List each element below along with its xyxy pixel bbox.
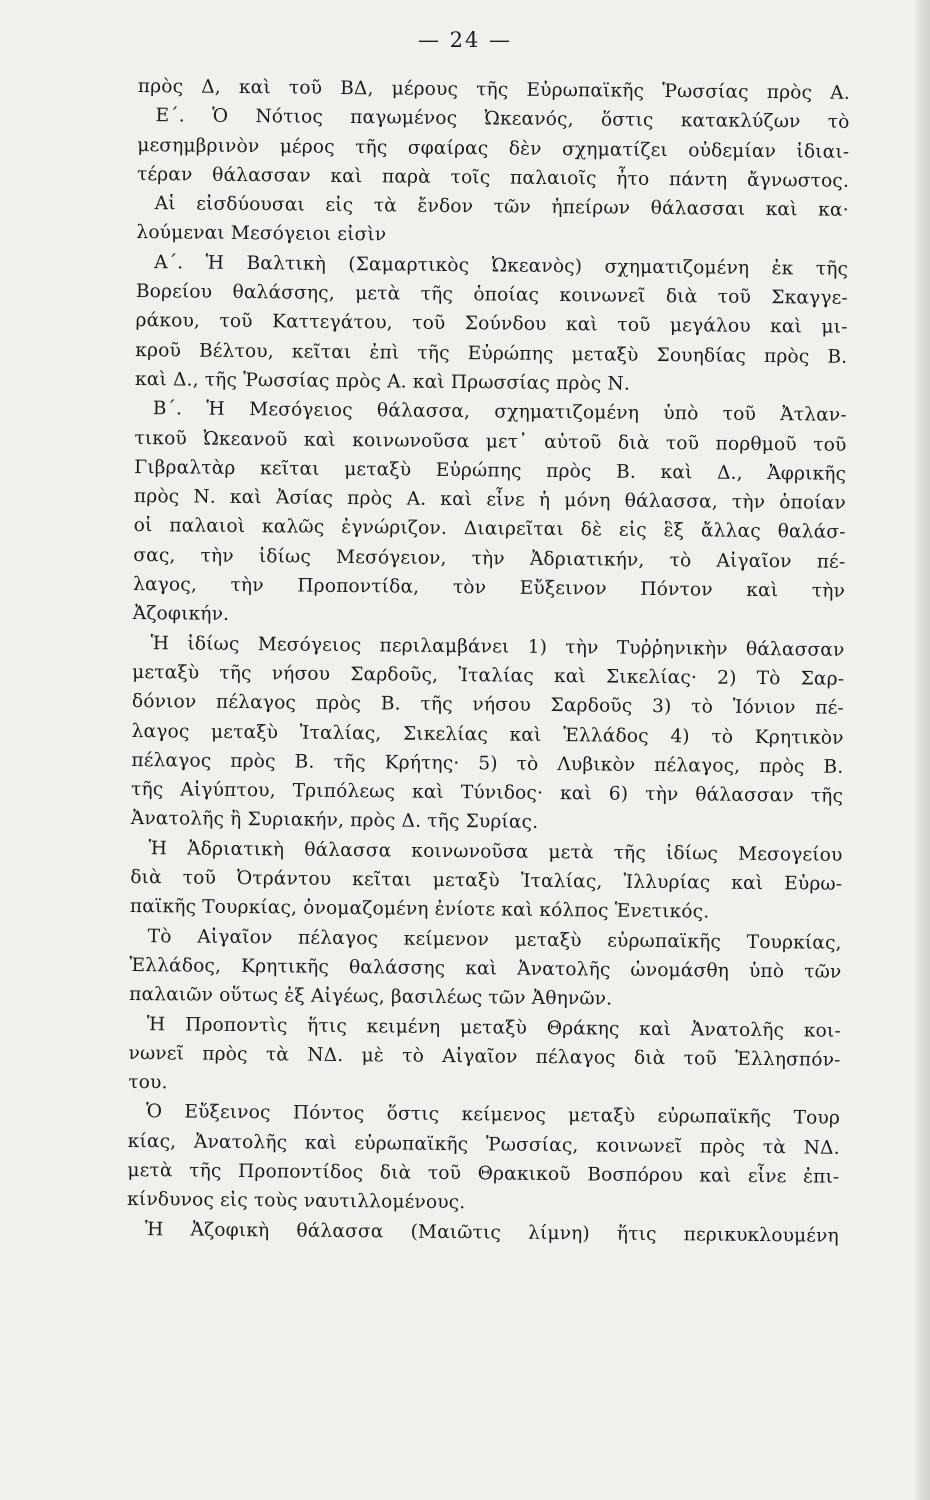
text-line: τέραν θάλασσαν καὶ παρὰ τοῖς παλαιοῖς ἦτο πάντη ἄγνωστος. (136, 163, 850, 192)
text-line: κίνδυνος εἰς τοὺς ναυτιλλομένους. (127, 1189, 466, 1214)
text-line: Τὸ Αἰγαῖον πέλαγος κείμενον μεταξὺ εὐρωπαϊκῆς Τουρκίας, (147, 925, 842, 954)
text-line: μεσημβρινὸν μέρος τῆς σφαίρας δὲν σχηματίζει οὐδεμίαν ἰδιαι- (137, 134, 850, 163)
text-line: παλαιῶν οὕτως ἐξ Αἰγέως, βασιλέως τῶν Ἀθηνῶν. (129, 984, 613, 1010)
text-line: πρὸς Ν. καὶ Ἀσίας πρὸς Α. καὶ εἶνε ἡ μόνη θάλασσα, τὴν ὁποίαν (133, 486, 846, 514)
text-line: τικοῦ Ὠκεανοῦ καὶ κοινωνοῦσα μετ᾽ αὐτοῦ διὰ τοῦ πορθμοῦ τοῦ (134, 427, 847, 456)
text-line: παϊκῆς Τουρκίας, ὀνομαζομένη ἐνίοτε καὶ κόλπος Ἑνετικός. (129, 896, 710, 923)
text-line: Ἡ Προποντὶς ἥτις κειμένη μεταξὺ Θράκης καὶ Ἀνατολῆς κοι- (146, 1013, 841, 1042)
text-line: νωνεῖ πρὸς τὰ ΝΔ. μὲ τὸ Αἰγαῖον πέλαγος διὰ τοῦ Ἑλλησπόν- (128, 1042, 841, 1071)
text-line: διὰ τοῦ Ὀτράντου κεῖται μεταξὺ Ἰταλίας, Ἰλλυρίας καὶ Εὐρω- (130, 866, 843, 895)
text-line: κροῦ Βέλτου, κεῖται ἐπὶ τῆς Εὐρώπης μεταξὺ Σουηδίας πρὸς Β. (135, 339, 848, 368)
text-line: οἱ παλαιοὶ καλῶς ἐγνώριζον. Διαιρεῖται δὲ εἰς ἓξ ἄλλας θαλάσ- (133, 515, 846, 544)
text-line: του. (128, 1072, 168, 1094)
page-number: — 24 — (417, 28, 513, 52)
text-line: ράκου, τοῦ Καττεγάτου, τοῦ Σούνδου καὶ τοῦ μεγάλου καὶ μι- (135, 310, 848, 339)
text-line: δόνιον πέλαγος πρὸς Β. τῆς νήσου Σαρδοῦς 3) τὸ Ἰόνιον πέ- (131, 691, 845, 720)
text-line: λαγος, τὴν Προποντίδα, τὸν Εὔξεινον Πόντον καὶ τὴν (132, 574, 846, 602)
text-line: Ἀνατολῆς ἢ Συριακήν, πρὸς Δ. τῆς Συρίας. (130, 808, 539, 834)
text-line: καὶ Δ., τῆς Ῥωσσίας πρὸς Α. καὶ Πρωσσίας πρὸς Ν. (134, 368, 631, 395)
text-line: Α΄. Ἡ Βαλτικὴ (Σαμαρτικὸς Ὠκεανὸς) σχηματιζομένη ἐκ τῆς (154, 251, 849, 280)
text-line: μετὰ τῆς Προποντίδος διὰ τοῦ Θρακικοῦ Βοσπόρου καὶ εἶνε ἐπι- (127, 1159, 840, 1188)
text-line: Ε΄. Ὁ Νότιος παγωμένος Ὠκεανός, ὅστις κατακλύζων τὸ (155, 105, 850, 134)
text-line: σας, τὴν ἰδίως Μεσόγειον, τὴν Ἀδριατικήν, τὸ Αἰγαῖον πέ- (133, 544, 846, 573)
text-line: Β΄. Ἡ Μεσόγειος θάλασσα, σχηματιζομένη ὑπὸ τοῦ Ἀτλαν- (152, 398, 847, 427)
text-line: πέλαγος πρὸς Β. τῆς Κρήτης· 5) τὸ Λυβικὸν πέλαγος, πρὸς Β. (131, 749, 844, 778)
text-line: πρὸς Δ, καὶ τοῦ ΒΔ, μέρους τῆς Εὐρωπαϊκῆς Ῥωσσίας πρὸς Α. (137, 75, 850, 104)
text-line: Βορείου θαλάσσης, μετὰ τῆς ὁποίας κοινωνεῖ διὰ τοῦ Σκαγγε- (135, 281, 848, 309)
text-line: τῆς Αἰγύπτου, Τριπόλεως καὶ Τύνιδος· καὶ 6) τὴν θάλασσαν τῆς (131, 779, 844, 807)
text-line: λούμεναι Μεσόγειοι εἰσὶν (136, 222, 387, 246)
text-line: μεταξὺ τῆς νήσου Σαρδοῦς, Ἰταλίας καὶ Σικελίας· 2) Τὸ Σαρ- (132, 661, 845, 690)
text-line: Ἡ Ἀδριατικὴ θάλασσα κοινωνοῦσα μετὰ τῆς ἰδίως Μεσογείου (148, 837, 843, 866)
body-text (127, 72, 850, 1251)
text-line: λαγος μεταξὺ Ἰταλίας, Σικελίας καὶ Ἑλλάδος 4) τὸ Κρητικὸν (131, 720, 844, 749)
text-line: Ἡ ἰδίως Μεσόγειος περιλαμβάνει 1) τὴν Τυῤῥηνικὴν θάλασσαν (150, 632, 845, 661)
text-line: Γιβραλτὰρ κεῖται μεταξὺ Εὐρώπης πρὸς Β. καὶ Δ., Ἀφρικῆς (134, 456, 847, 485)
text-line: Ἀζοφικήν. (132, 603, 230, 626)
text-line: Αἱ εἰσδύουσαι εἰς τὰ ἔνδον τῶν ἠπείρων θάλασσαι καὶ κα· (154, 193, 849, 222)
text-line: Ὁ Εὔξεινος Πόντος ὅστις κείμενος μεταξὺ εὐρωπαϊκῆς Τουρ (145, 1101, 841, 1130)
scan-page-edge (916, 0, 930, 1500)
text-line: Ἑλλάδος, Κρητικῆς θαλάσσης καὶ Ἀνατολῆς ὠνομάσθη ὑπὸ τῶν (129, 954, 842, 983)
text-line: Ἡ Ἀζοφικὴ θάλασσα (Μαιῶτις λίμνη) ἥτις περικυκλουμένη (144, 1218, 839, 1247)
text-line: κίας, Ἀνατολῆς καὶ εὐρωπαϊκῆς Ῥωσσίας, κοινωνεῖ πρὸς τὰ ΝΔ. (127, 1130, 840, 1159)
